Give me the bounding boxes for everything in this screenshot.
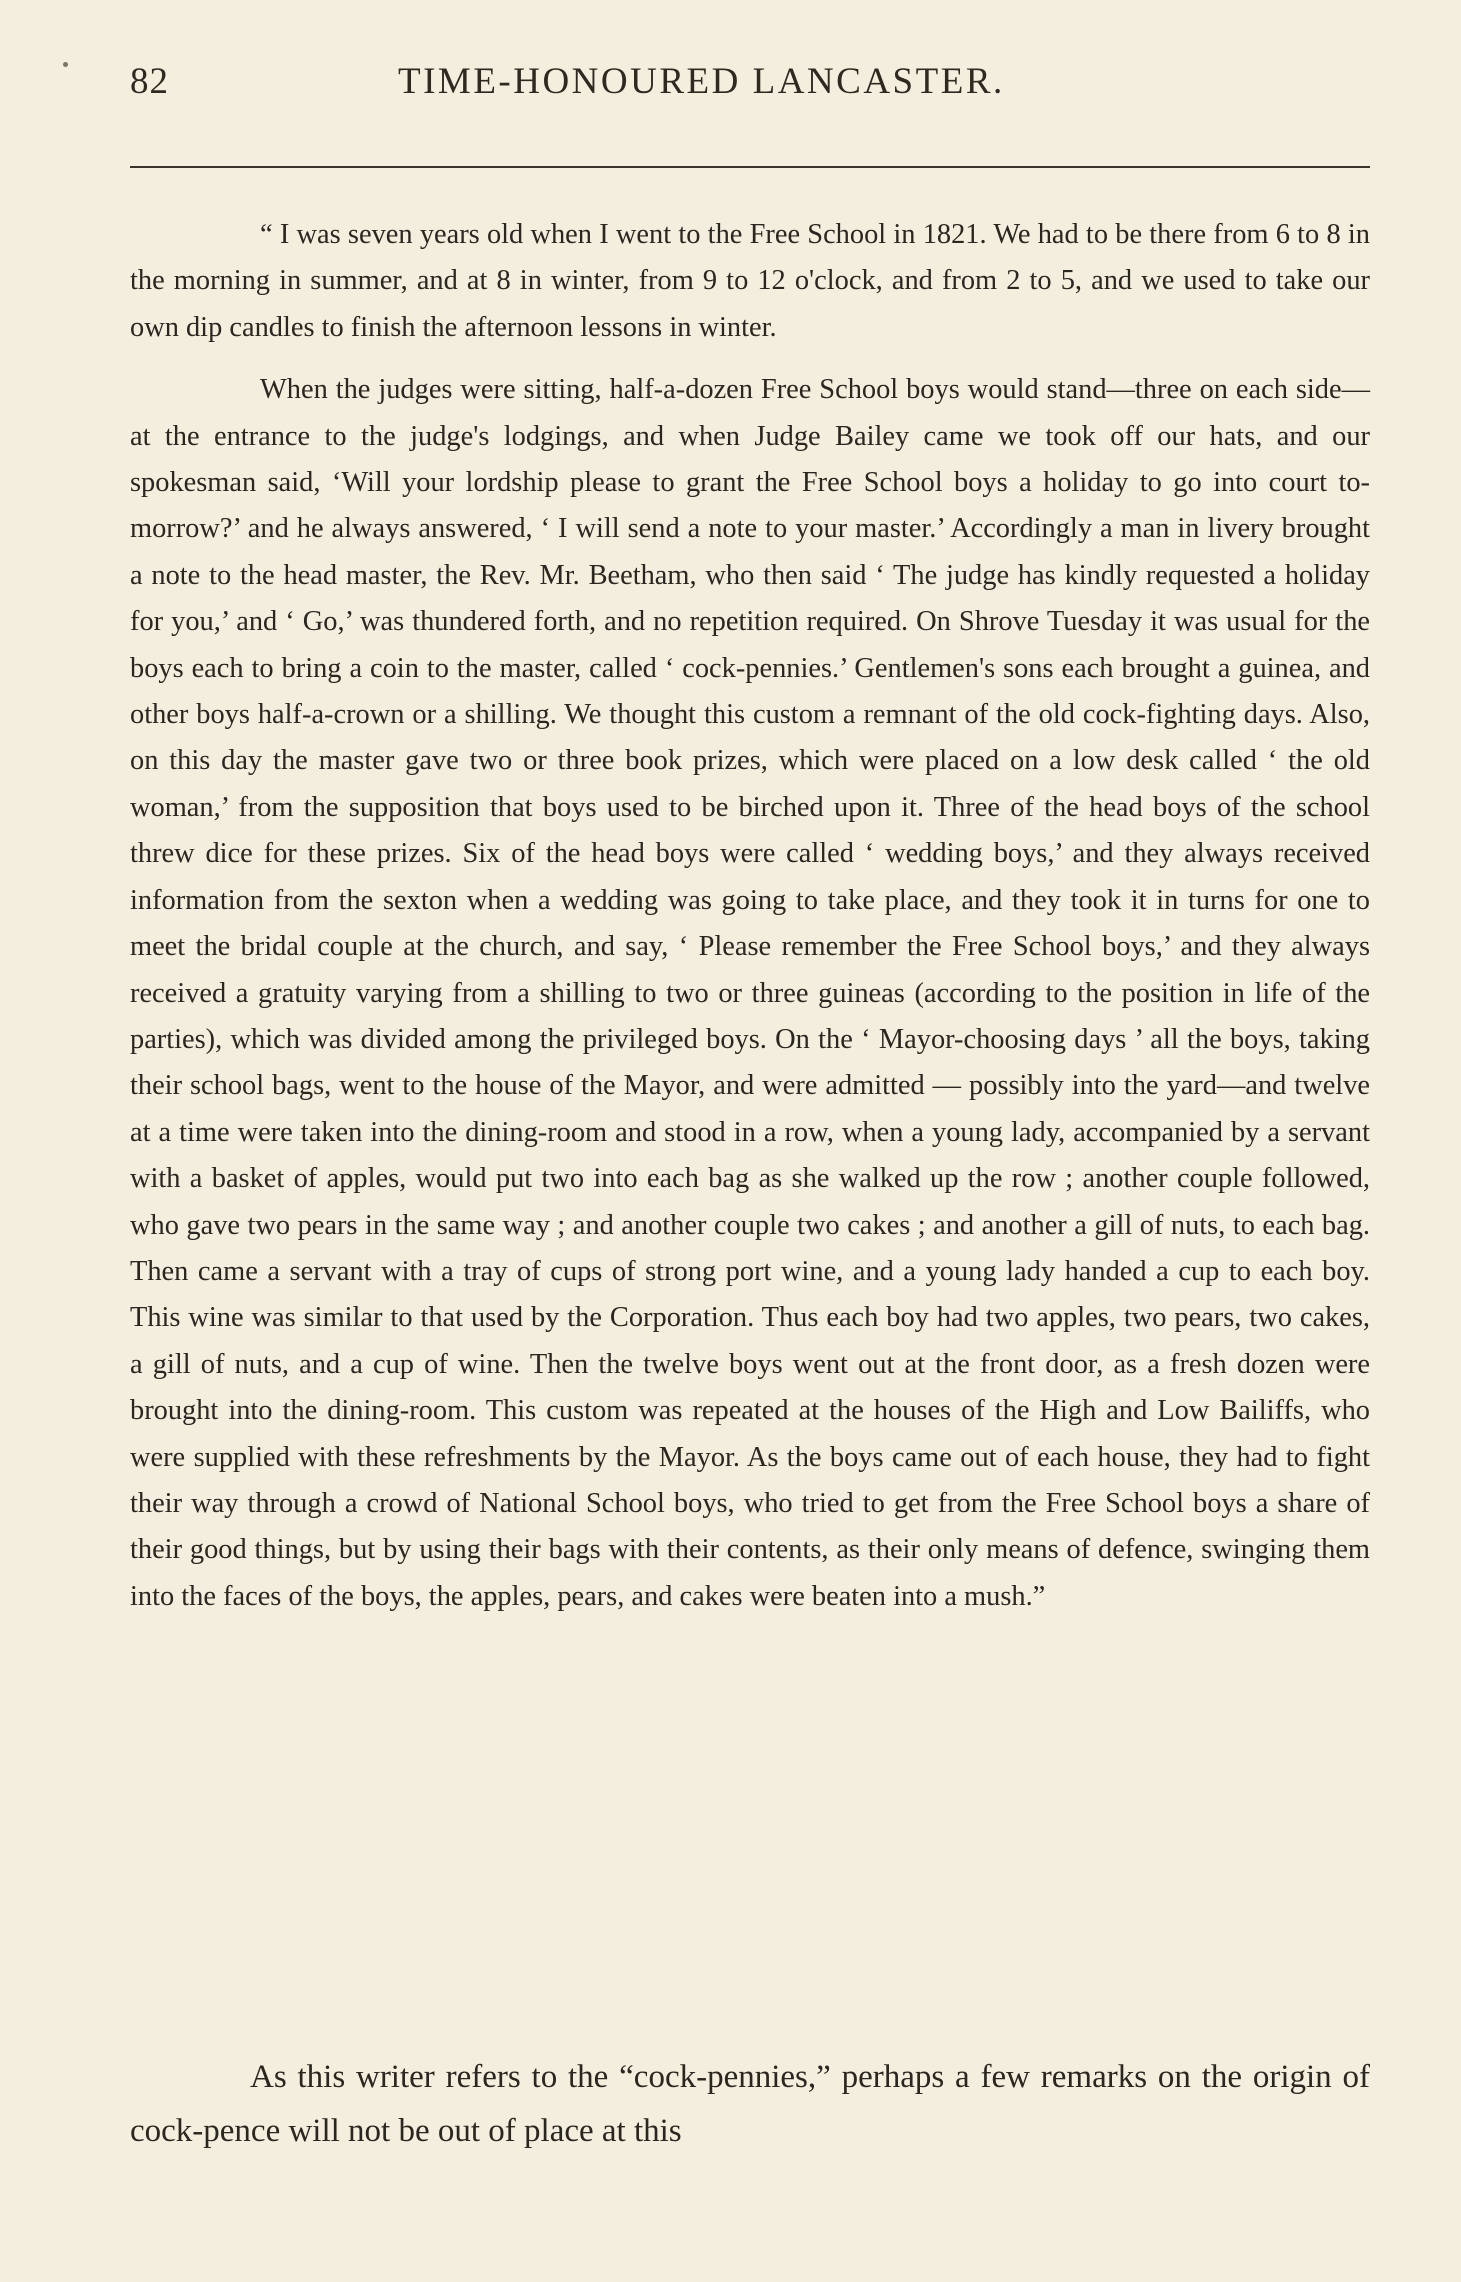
paragraph: When the judges were sitting, half-a-dozen Free School boys would stand—three on each side—at the entrance to the judge's lodgings, and when Judge Bailey came we took off our hats, and our spokesman said, ‘Will your lordship please to grant the Free School boys a holiday to go into court to-morrow?’ and he always answered, ‘ I will send a note to your master.’ Accordingly a man in livery brought a note to the head master, the Rev. Mr. Beetham, who then said ‘ The judge has kindly requested a holiday for you,’ and ‘ Go,’ was thundered forth, and no repetition required. On Shrove Tuesday it was usual for the boys each to bring a coin to the master, called ‘ cock-pennies.’ Gentlemen's sons each brought a guinea, and other boys half-a-crown or a shilling. We thought this custom a remnant of the old cock-fighting days. Also, on this day the master gave two or three book prizes, which were placed on a low desk called ‘ the old woman,’ from the supposition that boys used to be birched upon it. Three of the head boys of the school threw dice for these prizes. Six of the head boys were called ‘ wedding boys,’ and they always received information from the sexton when a wedding was going to take place, and they took it in turns for one to meet the bridal couple at the church, and say, ‘ Please remember the Free School boys,’ and they always received a gratuity varying from a shilling to two or three guineas (according to the position in life of the parties), which was divided among the privileged boys. On the ‘ Mayor-choosing days ’ all the boys, taking their school bags, went to the house of the Mayor, and were admitted — possibly into the yard—and twelve at a time were taken into the dining-room and stood in a row, when a young lady, accompanied by a servant with a basket of apples, would put two into each bag as she walked up the row ; another couple followed, who gave two pears in the same way ; and another couple two cakes ; and another a gill of nuts, to each bag. Then came a servant with a tray of cups of strong port wine, and a young lady handed a cup to each boy. This wine was similar to that used by the Corporation. Thus each boy had two apples, two pears, two cakes, a gill of nuts, and a cup of wine. Then the twelve boys went out at the front door, as a fresh dozen were brought into the dining-room. This custom was repeated at the houses of the High and Low Bailiffs, who were supplied with these refreshments by the Mayor. As the boys came out of each house, they had to fight their way through a crowd of National School boys, who tried to get from the Free School boys a share of their good things, but by using their bags with their contents, as their only means of defence, swinging them into the faces of the boys, the apples, pears, and cakes were beaten into a mush.” <box>130 374 1370 1612</box>
paragraph: “ I was seven years old when I went to the Free School in 1821. We had to be there from 6 to 8 in the morning in summer, and at 8 in winter, from 9 to 12 o'clock, and from 2 to 5, and we used to take our own dip candles to finish the afternoon lessons in winter. <box>130 219 1370 343</box>
header-rule <box>130 166 1370 168</box>
page-number: 82 <box>130 61 169 102</box>
page-header <box>130 58 1370 118</box>
paper-speck <box>63 62 68 67</box>
quoted-passage <box>130 212 1370 1620</box>
running-title: TIME-HONOURED LANCASTER. <box>398 61 1005 102</box>
closing-paragraph: As this writer refers to the “cock-pennies,” perhaps a few remarks on the origin of cock-pence will not be out of place at this <box>130 2059 1370 2149</box>
